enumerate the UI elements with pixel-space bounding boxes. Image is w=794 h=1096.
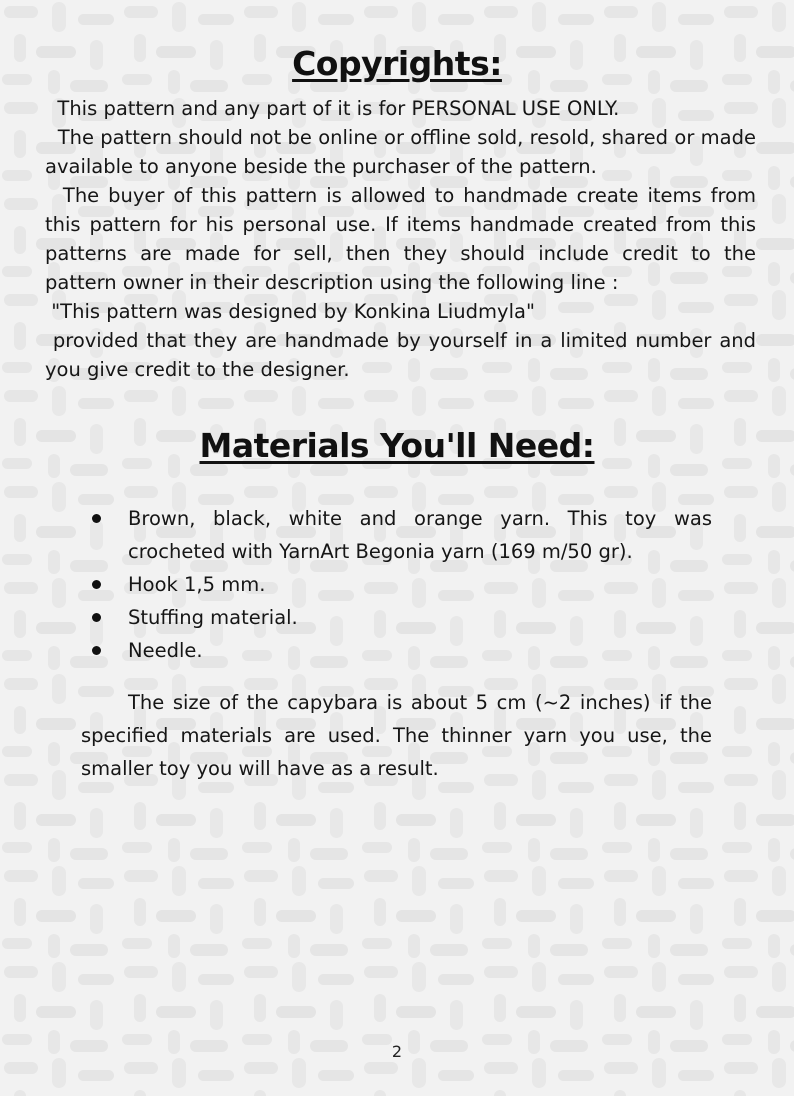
- bullet-icon: [92, 613, 101, 622]
- bullet-icon: [92, 514, 101, 523]
- size-note-paragraph: The size of the capybara is about 5 cm (~2 inches) if the specified materials are used. The thinner yarn you use, the smaller toy you will have as a result.: [81, 691, 712, 780]
- materials-item-text: Brown, black, white and orange yarn. This toy was crocheted with YarnArt Begonia yarn (169 m/50 gr).: [128, 507, 712, 563]
- materials-item-text: Needle.: [128, 639, 203, 662]
- bullet-icon: [92, 580, 101, 589]
- copyright-paragraph-1: [45, 94, 756, 123]
- copyright-paragraph-2-text: The pattern should not be online or offline sold, resold, shared or made available to anyone beside the purchaser of the pattern.: [45, 126, 756, 178]
- list-item: [81, 634, 712, 667]
- bullet-icon: [92, 646, 101, 655]
- materials-item-text: Hook 1,5 mm.: [128, 573, 266, 596]
- copyright-paragraph-5: [45, 326, 756, 384]
- copyright-paragraph-1-text: This pattern and any part of it is for PERSONAL USE ONLY.: [57, 97, 620, 120]
- copyright-paragraph-5-text: provided that they are handmade by yourself in a limited number and you give credit to the designer.: [45, 329, 757, 381]
- copyrights-heading: Copyrights:: [292, 44, 502, 83]
- copyright-paragraph-2: [45, 123, 756, 181]
- copyright-credit-line: [45, 297, 756, 326]
- copyright-paragraph-3-text: The buyer of this pattern is allowed to handmade create items from this pattern for his personal use. If items handmade created from this patterns are made for sell, then they should include credit to the pattern owner in their description using the following line :: [45, 184, 756, 294]
- list-item: [81, 601, 712, 634]
- list-item: [81, 568, 712, 601]
- materials-heading: Materials You'll Need:: [199, 426, 595, 465]
- page-number: 2: [391, 1042, 403, 1061]
- list-item: [81, 502, 712, 568]
- materials-list: [81, 502, 712, 667]
- copyright-credit-line-text: "This pattern was designed by Konkina Liudmyla": [51, 300, 535, 323]
- materials-item-text: Stuffing material.: [128, 606, 298, 629]
- copyright-paragraph-3: [45, 181, 756, 297]
